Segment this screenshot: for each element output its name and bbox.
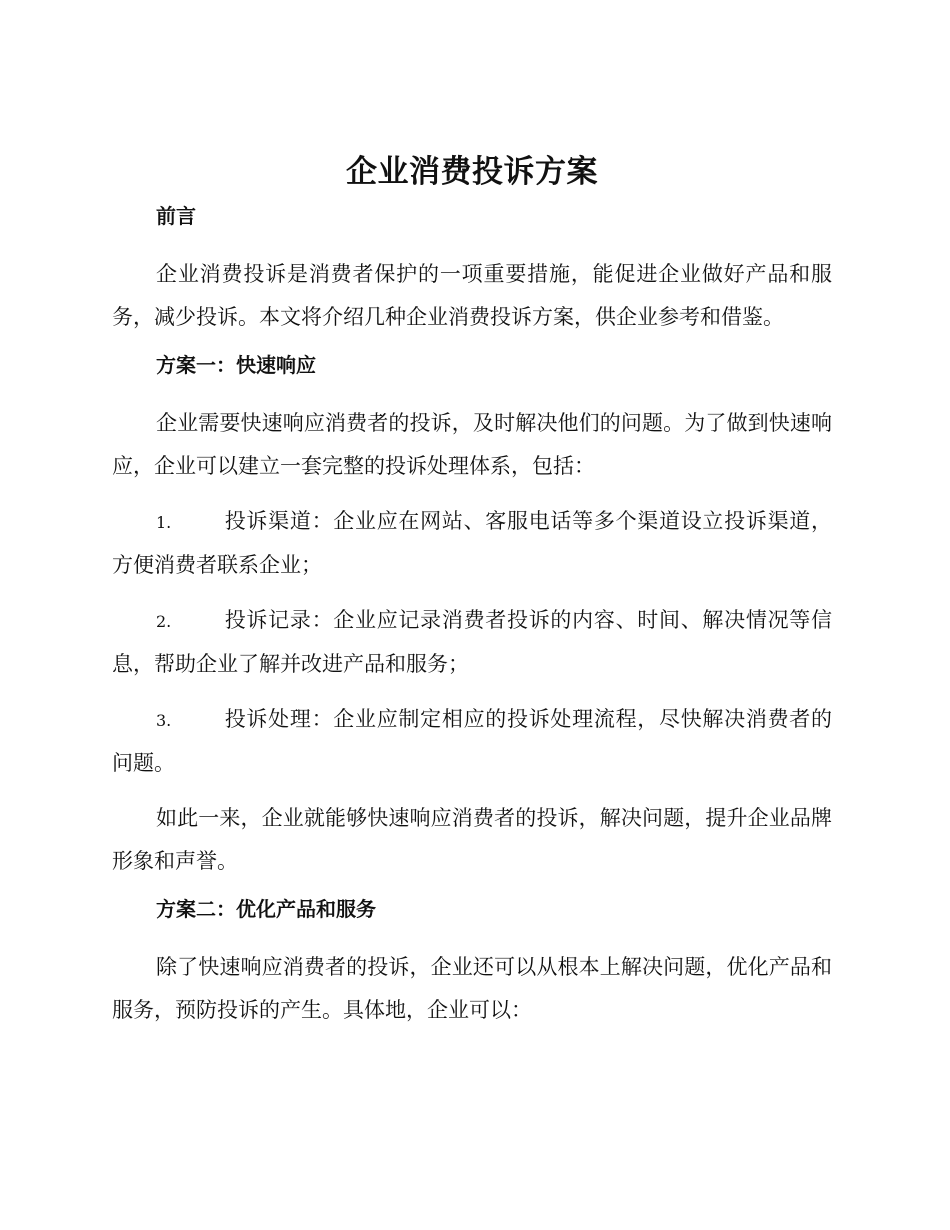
list-item [112,698,832,785]
document-title: 企业消费投诉方案 [346,154,598,190]
list-item-number: 1. [156,513,172,532]
list-item [112,500,832,587]
plan1-intro-paragraph: 企业需要快速响应消费者的投诉，及时解决他们的问题。为了做到快速响应，企业可以建立一套完整的投诉处理体系，包括： [112,411,832,478]
section-heading-plan1: 方案一：快速响应 [156,353,316,377]
list-item-text: 投诉处理：企业应制定相应的投诉处理流程，尽快解决消费者的问题。 [112,707,832,775]
list-item [112,599,832,686]
plan2-intro-paragraph: 除了快速响应消费者的投诉，企业还可以从根本上解决问题，优化产品和服务，预防投诉的产生。具体地，企业可以： [112,955,832,1022]
section-heading-plan2: 方案二：优化产品和服务 [156,897,376,921]
preface-paragraph: 企业消费投诉是消费者保护的一项重要措施，能促进企业做好产品和服务，减少投诉。本文将介绍几种企业消费投诉方案，供企业参考和借鉴。 [112,262,832,329]
list-item-number: 3. [156,711,172,730]
list-item-text: 投诉渠道：企业应在网站、客服电话等多个渠道设立投诉渠道，方便消费者联系企业； [112,509,832,577]
list-item-text: 投诉记录：企业应记录消费者投诉的内容、时间、解决情况等信息，帮助企业了解并改进产品和服务； [112,608,832,676]
document-page [112,148,832,1044]
list-item-number: 2. [156,612,172,631]
section-heading-preface: 前言 [156,204,196,228]
plan1-conclusion-paragraph: 如此一来，企业就能够快速响应消费者的投诉，解决问题，提升企业品牌形象和声誉。 [112,806,832,873]
